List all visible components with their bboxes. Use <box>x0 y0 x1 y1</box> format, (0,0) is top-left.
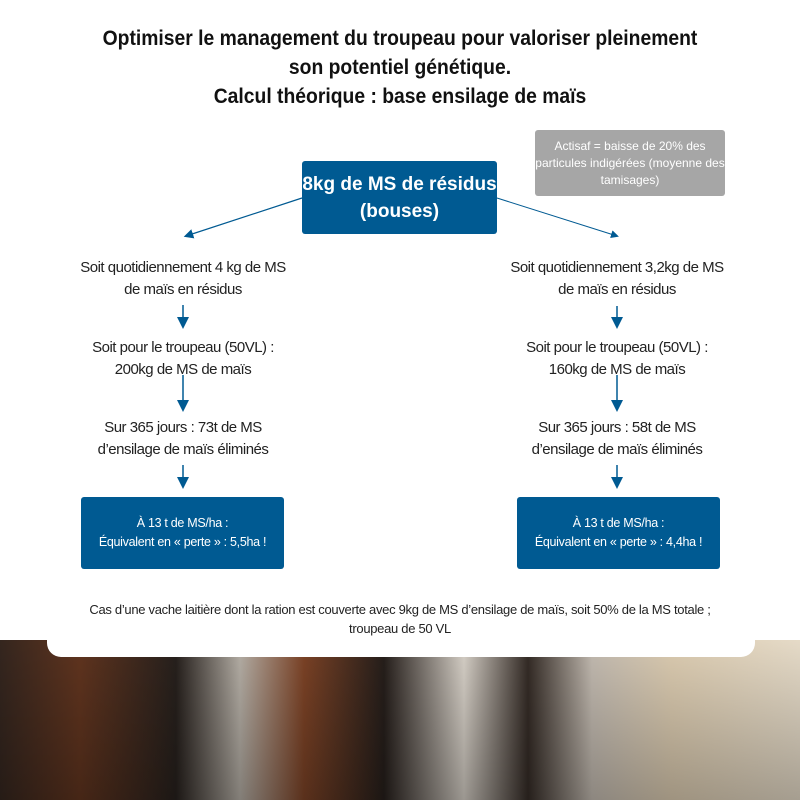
left-step-3: Sur 365 jours : 73t de MS d’ensilage de maïs éliminés <box>97 419 269 458</box>
left-result-box <box>81 497 284 569</box>
footnote: Cas d’une vache laitière dont la ration est couverte avec 9kg de MS d’ensilage de maïs, soit 50% de la MS totale ; troupeau de 50 VL <box>89 602 711 636</box>
result-line: À 13 t de MS/ha : <box>136 516 229 530</box>
main-box-text: 8kg de MS de résidus (bouses) <box>302 173 497 222</box>
page-title <box>32 24 768 111</box>
main-box <box>302 161 497 234</box>
right-step-3: Sur 365 jours : 58t de MS d’ensilage de maïs éliminés <box>531 419 703 458</box>
result-line: Équivalent en « perte » : 5,5ha ! <box>98 535 267 549</box>
result-line: À 13 t de MS/ha : <box>572 516 665 530</box>
result-line: Équivalent en « perte » : 4,4ha ! <box>534 535 703 549</box>
title-line: Calcul théorique : base ensilage de maïs <box>213 85 587 108</box>
right-step-2: Soit pour le troupeau (50VL) : 160kg de MS de maïs <box>526 339 708 378</box>
title-line: son potentiel génétique. <box>288 56 512 79</box>
left-step-2: Soit pour le troupeau (50VL) : 200kg de MS de maïs <box>92 339 274 378</box>
right-result-box <box>517 497 720 569</box>
note-text: Actisaf = baisse de 20% des particules indigérées (moyenne des tamisages) <box>535 138 725 187</box>
right-step-1: Soit quotidiennement 3,2kg de MS de maïs en résidus <box>510 259 724 298</box>
left-step-1: Soit quotidiennement 4 kg de MS de maïs en résidus <box>80 259 286 298</box>
actisaf-note <box>535 130 725 196</box>
cows-photo <box>0 640 800 800</box>
title-line: Optimiser le management du troupeau pour valoriser pleinement <box>102 27 698 50</box>
